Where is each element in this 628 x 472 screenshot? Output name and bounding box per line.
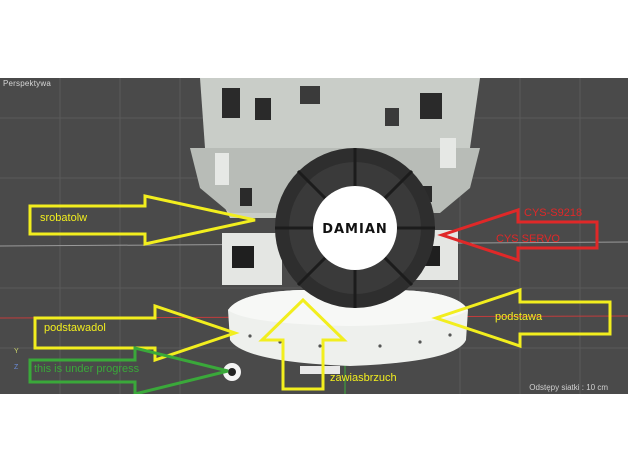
label-srobatolw: srobatolw — [40, 212, 88, 224]
viewport-title: Perspektywa — [3, 79, 51, 88]
label-cys-servo: CYS SERVO — [496, 233, 560, 245]
damian-drum — [275, 148, 435, 308]
damian-logo-text: DAMIAN — [322, 222, 388, 237]
label-podstawa: podstawa — [495, 311, 543, 323]
label-zawiasbrzuch: zawiasbrzuch — [330, 372, 397, 384]
label-cys-s9218: CYS-S9218 — [524, 207, 583, 219]
grid-spacing-status: Odstępy siatki : 10 cm — [529, 383, 608, 392]
label-podstawadol: podstawadol — [44, 322, 106, 334]
axis-z-label: Z — [14, 364, 19, 371]
axis-y-label: Y — [14, 348, 19, 355]
label-under-progress: this is under progress — [34, 363, 140, 375]
